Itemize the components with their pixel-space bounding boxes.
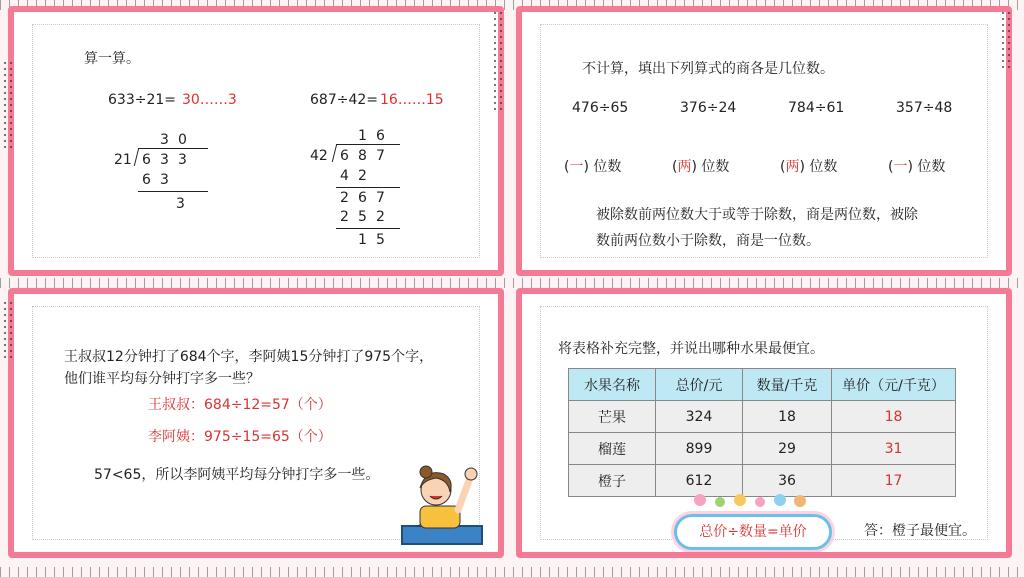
rule-line-1: 被除数前两位数大于或等于除数，商是两位数，被除 — [596, 207, 918, 223]
answer-slot-4: (一) 位数 — [888, 159, 946, 175]
column-header: 水果名称 — [569, 369, 656, 401]
total-price-cell: 899 — [656, 433, 743, 465]
subtraction-line — [336, 187, 400, 188]
total-price-cell: 612 — [656, 465, 743, 497]
dividend-digit: 3 — [178, 152, 187, 168]
dividend-digit: 8 — [358, 148, 367, 164]
subtrahend-digit: 2 — [358, 168, 367, 184]
rule-line-2: 数前两位数小于除数，商是一位数。 — [596, 233, 820, 249]
unit-price-cell: 31 — [832, 433, 956, 465]
quotient-digit: 6 — [376, 128, 385, 144]
expression-2: 376÷24 — [680, 100, 737, 116]
partial-dividend-digit: 7 — [376, 190, 385, 206]
dividend-digit: 6 — [340, 148, 349, 164]
total-price-cell: 324 — [656, 401, 743, 433]
expression-4: 357÷48 — [896, 100, 953, 116]
subtraction-line — [336, 228, 400, 229]
dividend-digit: 3 — [160, 152, 169, 168]
partial-dividend-digit: 2 — [340, 190, 349, 206]
bottom-ruler — [0, 567, 1024, 577]
panel-typing-problem — [8, 288, 504, 558]
quotient-digit: 1 — [358, 128, 367, 144]
dot-pattern — [2, 300, 12, 360]
answer-text: 两 — [785, 159, 800, 175]
answer-slot-3: (两) 位数 — [780, 159, 838, 175]
quotient-digit: 3 — [160, 132, 169, 148]
panel-long-division — [8, 6, 504, 276]
panel1-title: 算一算。 — [84, 51, 140, 67]
division-bar — [336, 144, 400, 145]
column-header: 数量/千克 — [743, 369, 832, 401]
panel-fruit-table — [516, 288, 1012, 558]
answer-text: 答：橙子最便宜。 — [864, 523, 976, 539]
question-line-2: 他们谁平均每分钟打字多一些？ — [64, 371, 260, 387]
unit-label: 位数 — [701, 159, 730, 175]
subtrahend-digit: 2 — [376, 209, 385, 225]
question-line-1: 王叔叔12分钟打了684个字，李阿姨15分钟打了975个字， — [64, 349, 434, 365]
unit-label: 位数 — [593, 159, 622, 175]
partial-dividend-digit: 6 — [358, 190, 367, 206]
division-bar — [138, 148, 208, 149]
answer-text: 一 — [893, 159, 908, 175]
remainder-digit: 1 — [358, 232, 367, 248]
answer-line-1: 王叔叔：684÷12=57（个） — [148, 397, 332, 413]
table-header-row — [569, 369, 956, 401]
panel-quotient-digits — [516, 6, 1012, 276]
middle-ruler — [0, 278, 1024, 288]
answer-line-2: 李阿姨：975÷15=65（个） — [148, 429, 332, 445]
remainder: 3 — [176, 196, 185, 212]
answer-text: 一 — [569, 159, 584, 175]
equation-2-label: 687÷42= — [310, 92, 378, 108]
dot-pattern — [492, 10, 502, 110]
unit-price-cell: 17 — [832, 465, 956, 497]
equation-1-label: 633÷21= — [108, 92, 176, 108]
answer-text: 两 — [677, 159, 692, 175]
equation-2-answer: 16……15 — [380, 92, 444, 108]
student-raising-hand-illustration — [400, 460, 486, 550]
panel4-title: 将表格补充完整，并说出哪种水果最便宜。 — [558, 341, 824, 357]
fruit-name-cell: 榴莲 — [569, 433, 656, 465]
subtraction-line — [138, 191, 208, 192]
subtrahend-digit: 6 — [142, 172, 151, 188]
fruit-price-table — [568, 368, 956, 497]
divisor: 21 — [114, 152, 132, 168]
table-row — [569, 433, 956, 465]
subtrahend-digit: 2 — [340, 209, 349, 225]
dividend-digit: 7 — [376, 148, 385, 164]
formula-badge: 总价÷数量=单价 — [674, 514, 832, 550]
quantity-cell: 18 — [743, 401, 832, 433]
answer-slot-2: (两) 位数 — [672, 159, 730, 175]
divisor: 42 — [310, 148, 328, 164]
subtrahend-digit: 3 — [160, 172, 169, 188]
column-header: 总价/元 — [656, 369, 743, 401]
quantity-cell: 29 — [743, 433, 832, 465]
subtrahend-digit: 4 — [340, 168, 349, 184]
flower-decoration — [690, 490, 810, 510]
expression-3: 784÷61 — [788, 100, 845, 116]
equation-1-answer: 30……3 — [182, 92, 237, 108]
unit-label: 位数 — [809, 159, 838, 175]
dot-pattern — [1000, 10, 1010, 70]
expression-1: 476÷65 — [572, 100, 629, 116]
dot-pattern — [2, 60, 12, 150]
subtrahend-digit: 5 — [358, 209, 367, 225]
panel2-title: 不计算，填出下列算式的商各是几位数。 — [582, 61, 834, 77]
quotient-digit: 0 — [178, 132, 187, 148]
fruit-name-cell: 橙子 — [569, 465, 656, 497]
unit-price-cell: 18 — [832, 401, 956, 433]
conclusion-text: 57<65，所以李阿姨平均每分钟打字多一些。 — [94, 467, 380, 483]
fruit-name-cell: 芒果 — [569, 401, 656, 433]
dividend-digit: 6 — [142, 152, 151, 168]
answer-slot-1: (一) 位数 — [564, 159, 622, 175]
column-header: 单价（元/千克） — [832, 369, 956, 401]
table-row — [569, 401, 956, 433]
quantity-cell: 36 — [743, 465, 832, 497]
remainder-digit: 5 — [376, 232, 385, 248]
unit-label: 位数 — [917, 159, 946, 175]
